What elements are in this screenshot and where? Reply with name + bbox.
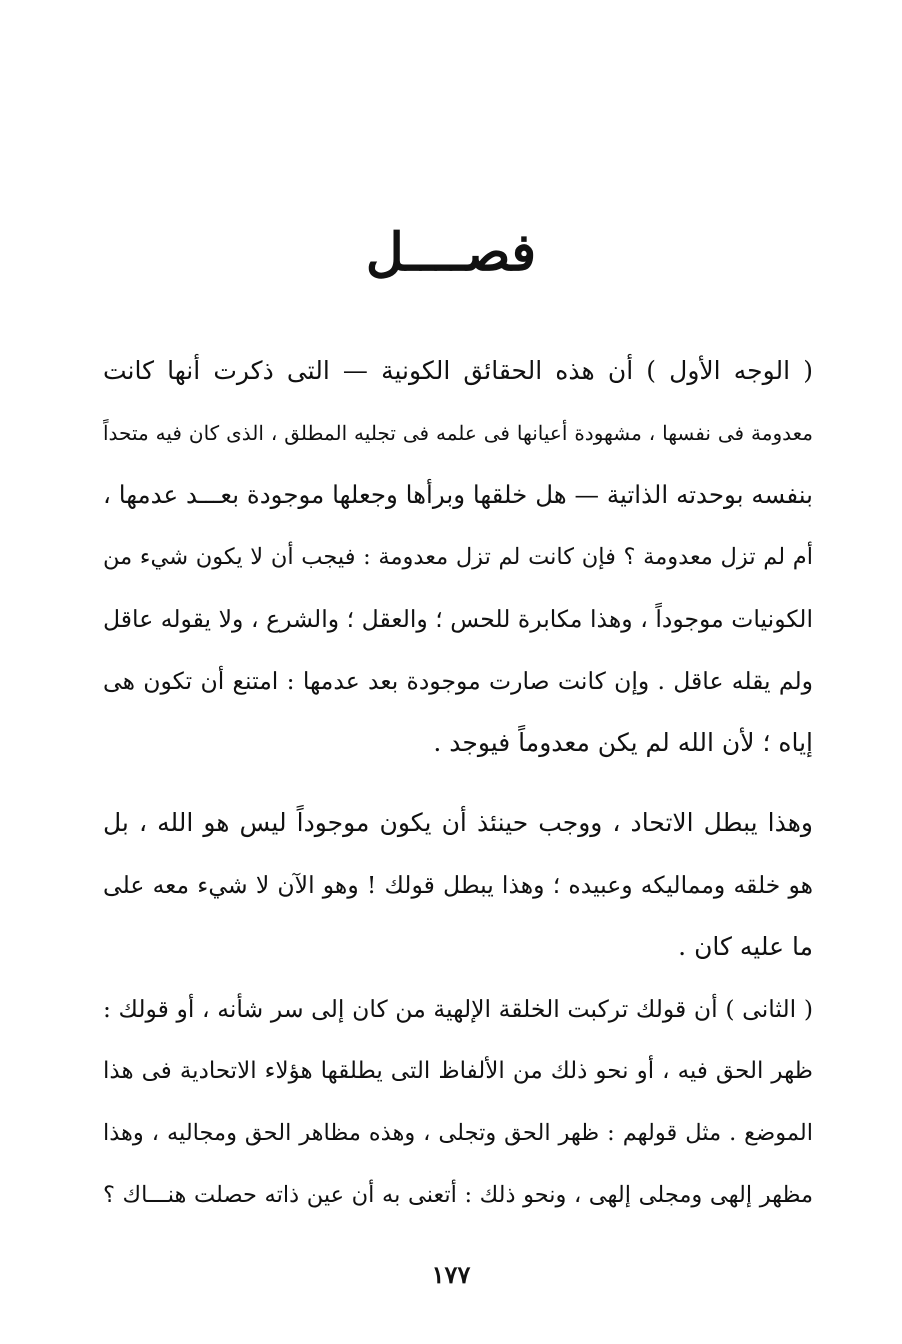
text-line: بنفسه بوحدته الذاتية — هل خلقها وبرأها وجعلها موجودة بعـــد عدمها ، (103, 480, 813, 509)
text-line: الموضع . مثل قولهم : ظهر الحق وتجلى ، وهذه مظاهر الحق ومجاليه ، وهذا (103, 1120, 813, 1146)
text-line: ( الوجه الأول ) أن هذه الحقائق الكونية — التى ذكرت أنها كانت (103, 356, 813, 385)
paragraph-second-aspect (103, 978, 813, 1226)
page-number: ١٧٧ (431, 1260, 471, 1289)
text-line: مظهر إلهى ومجلى إلهى ، ونحو ذلك : أتعنى به أن عين ذاته حصلت هنـــاك ؟ (103, 1182, 813, 1208)
text-line: وهذا يبطل الاتحاد ، ووجب حينئذ أن يكون موجوداً ليس هو الله ، بل (103, 808, 813, 837)
text-line: الكونيات موجوداً ، وهذا مكابرة للحس ؛ والعقل ؛ والشرع ، ولا يقوله عاقل (103, 605, 813, 633)
section-heading: فصــــل (365, 222, 537, 283)
text-line: هو خلقه ومماليكه وعبيده ؛ وهذا يبطل قولك ! وهو الآن لا شيء معه على (103, 871, 813, 899)
text-line: ( الثانى ) أن قولك تركبت الخلقة الإلهية من كان إلى سر شأنه ، أو قولك : (103, 995, 813, 1023)
text-line: ما عليه كان . (678, 932, 813, 961)
text-line: أم لم تزل معدومة ؟ فإن كانت لم تزل معدومة : فيجب أن لا يكون شيء من (103, 544, 813, 570)
text-line: إياه ؛ لأن الله لم يكن معدوماً فيوجد . (433, 728, 813, 757)
text-line: ظهر الحق فيه ، أو نحو ذلك من الألفاظ التى يطلقها هؤلاء الاتحادية فى هذا (103, 1058, 813, 1084)
text-line: ولم يقله عاقل . وإن كانت صارت موجودة بعد عدمها : امتنع أن تكون هى (103, 667, 813, 695)
text-line: معدومة فى نفسها ، مشهودة أعيانها فى علمه فى تجليه المطلق ، الذى كان فيه متحداً (103, 421, 813, 445)
paragraph-union-refutation (103, 792, 813, 978)
paragraph-first-aspect (103, 340, 813, 774)
